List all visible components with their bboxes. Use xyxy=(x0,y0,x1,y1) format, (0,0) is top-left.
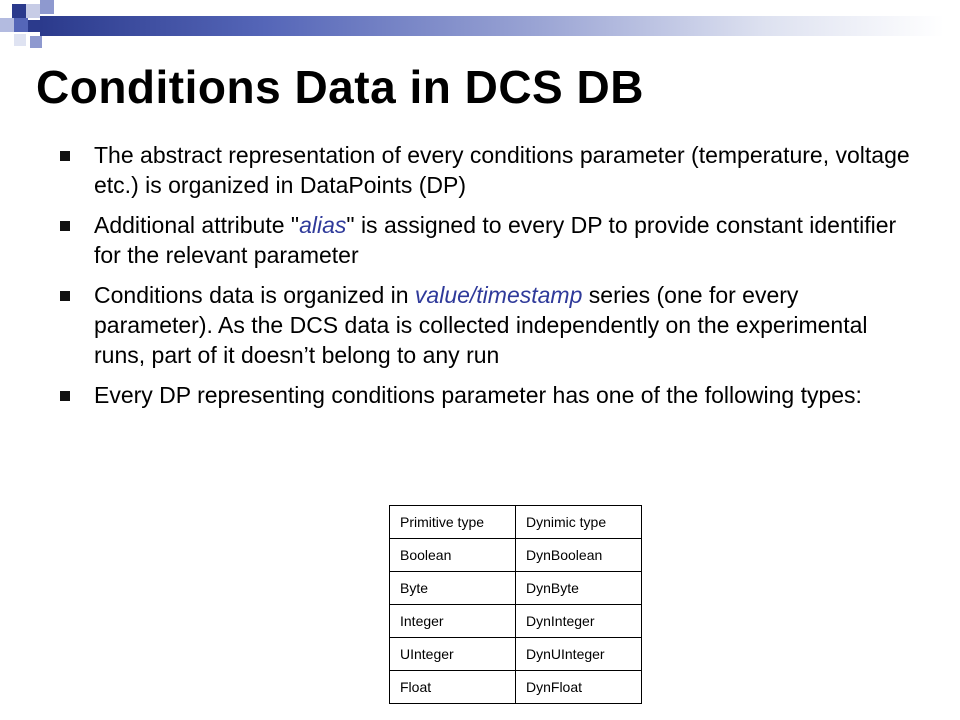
bullet-item xyxy=(60,140,910,200)
table-cell: Boolean xyxy=(390,539,516,572)
table-row xyxy=(390,539,642,572)
table-cell: DynUInteger xyxy=(516,638,642,671)
square-bullet-icon xyxy=(60,221,70,231)
table-cell: Float xyxy=(390,671,516,704)
table-cell: Byte xyxy=(390,572,516,605)
table-header-cell: Primitive type xyxy=(390,506,516,539)
decor-square xyxy=(0,18,14,32)
square-bullet-icon xyxy=(60,291,70,301)
table-row xyxy=(390,671,642,704)
square-bullet-icon xyxy=(60,151,70,161)
table-cell: Integer xyxy=(390,605,516,638)
table-cell: UInteger xyxy=(390,638,516,671)
bullet-list xyxy=(60,140,910,420)
table-cell: DynFloat xyxy=(516,671,642,704)
decor-square xyxy=(14,18,28,32)
decor-square xyxy=(14,34,26,46)
bullet-item xyxy=(60,210,910,270)
bullet-item xyxy=(60,380,910,410)
slide-title: Conditions Data in DCS DB xyxy=(36,61,644,113)
emphasized-text: value/timestamp xyxy=(414,282,583,308)
square-bullet-icon xyxy=(60,391,70,401)
table-cell: DynInteger xyxy=(516,605,642,638)
table-header-row xyxy=(390,506,642,539)
types-table xyxy=(389,505,642,704)
table-cell: DynByte xyxy=(516,572,642,605)
table-row xyxy=(390,638,642,671)
table-row xyxy=(390,572,642,605)
bullet-item xyxy=(60,280,910,370)
bullet-text: series (one for every parameter). As the DCS data is collected independently on the experimental runs, part of it doesn’t belong to any run xyxy=(94,282,868,368)
bullet-text: Conditions data is organized in xyxy=(94,282,415,308)
decor-square xyxy=(30,36,42,48)
header-gradient-bar xyxy=(40,16,944,36)
table-cell: DynBoolean xyxy=(516,539,642,572)
bullet-text: Every DP representing conditions parameter has one of the following types: xyxy=(94,382,862,408)
table-header-cell: Dynimic type xyxy=(516,506,642,539)
table-row xyxy=(390,605,642,638)
decor-square xyxy=(12,4,26,18)
bullet-text: " is assigned to every DP to provide constant identifier for the relevant parameter xyxy=(94,212,897,268)
decor-square xyxy=(26,4,40,18)
emphasized-text: alias xyxy=(299,212,347,238)
decor-square xyxy=(40,0,54,14)
decor-square xyxy=(28,20,40,32)
bullet-text: The abstract representation of every conditions parameter (temperature, voltage etc.) is organized in DataPoints (DP) xyxy=(94,142,910,198)
bullet-text: Additional attribute " xyxy=(94,212,300,238)
